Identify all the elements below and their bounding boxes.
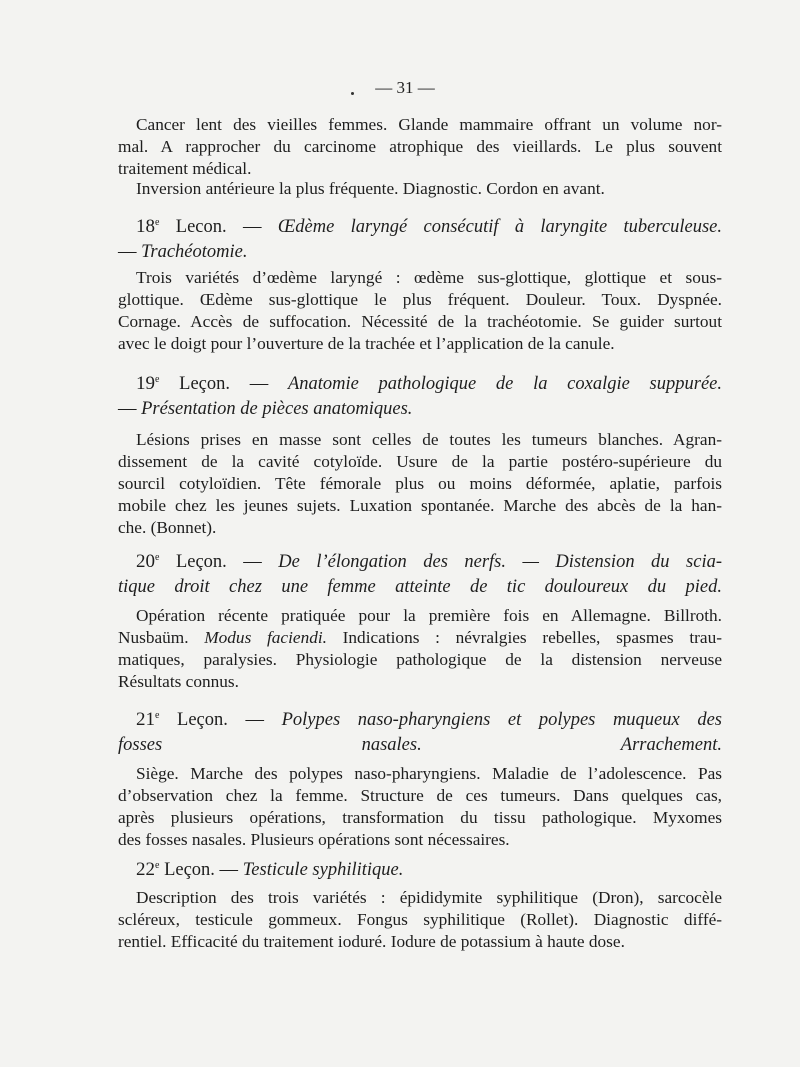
text-line	[118, 114, 722, 136]
paragraph	[118, 429, 722, 539]
text-line	[118, 649, 722, 671]
text-segment: sourcil cotyloïdien. Tête fémorale plus ou moins déformée, aplatie, parfois	[118, 474, 722, 493]
text-line	[118, 785, 722, 807]
text-line	[118, 178, 722, 200]
text-line	[118, 451, 722, 473]
text-line	[118, 372, 722, 397]
lesson-heading	[118, 550, 722, 599]
italic-text: Œdème laryngé consécutif à laryngite tuberculeuse.	[277, 217, 722, 237]
text-line	[118, 708, 722, 733]
text-line	[118, 311, 722, 333]
text-segment: Lésions prises en masse sont celles de toutes les tumeurs blanches. Agran-	[136, 430, 722, 449]
italic-text: Modus faciendi.	[204, 628, 327, 647]
text-line	[118, 333, 722, 355]
text-segment: matiques, paralysies. Physiologie pathologique de la distension nerveuse	[118, 650, 722, 669]
text-line	[118, 215, 722, 240]
text-segment: Cornage. Accès de suffocation. Nécessité de la trachéotomie. Se guider surtout	[118, 312, 722, 331]
text-segment: Siège. Marche des polypes naso-pharyngiens. Maladie de l’adolescence. Pas	[136, 764, 722, 783]
text-segment: Leçon. —	[159, 374, 288, 394]
italic-text: fosses nasales. Arrachement.	[118, 734, 722, 755]
text-line	[118, 733, 722, 758]
text-line	[118, 550, 722, 575]
text-segment: 21	[136, 709, 155, 730]
text-segment: Inversion antérieure la plus fréquente. Diagnostic. Cordon en avant.	[136, 179, 605, 198]
italic-text: Polypes naso-pharyngiens et polypes muqueux des	[281, 710, 722, 730]
lesson-heading	[118, 372, 722, 421]
page-number: — 31 —	[375, 78, 435, 97]
text-segment: Trois variétés d’œdème laryngé : œdème sus-glottique, glottique et sous-	[136, 268, 722, 287]
text-segment: 20	[136, 551, 155, 572]
text-segment: des fosses nasales. Plusieurs opérations sont nécessaires.	[118, 830, 510, 849]
ordinal-superscript: e	[155, 374, 160, 385]
text-segment: Lecon. —	[159, 217, 278, 237]
ordinal-superscript: e	[155, 217, 160, 228]
italic-text: Présentation de pièces anatomiques.	[141, 398, 413, 419]
text-segment: glottique. Œdème sus-glottique le plus fréquent. Douleur. Toux. Dyspnée.	[118, 290, 722, 309]
text-line	[118, 240, 722, 265]
text-segment: 19	[136, 373, 155, 394]
text-line	[118, 473, 722, 495]
text-line	[118, 909, 722, 931]
text-segment: Leçon. —	[159, 552, 279, 572]
italic-text: De l’élongation des nerfs. — Distension du scia-	[278, 552, 722, 572]
lesson-heading	[118, 708, 722, 757]
text-segment: mal. A rapprocher du carcinome atrophique des vieillards. Le plus souvent	[118, 137, 722, 156]
text-segment: d’observation chez la femme. Structure de ces tumeurs. Dans quelques cas,	[118, 786, 722, 805]
text-segment: après plusieurs opérations, transformation du tissu pathologique. Myxomes	[118, 808, 722, 827]
text-line	[118, 575, 722, 600]
text-line	[118, 829, 722, 851]
text-line	[118, 517, 722, 539]
text-line	[118, 858, 722, 883]
text-segment: Leçon. —	[159, 860, 243, 880]
text-segment: 22	[136, 859, 155, 880]
italic-text: Anatomie pathologique de la coxalgie suppurée.	[287, 374, 722, 394]
text-segment: —	[118, 398, 142, 419]
text-line	[118, 671, 722, 693]
text-segment: che. (Bonnet).	[118, 518, 217, 537]
paragraph	[118, 763, 722, 851]
text-line	[118, 931, 722, 953]
ordinal-superscript: e	[155, 552, 160, 563]
text-line	[118, 289, 722, 311]
lesson-heading	[118, 215, 722, 264]
italic-text: Trachéotomie.	[141, 241, 248, 262]
text-line	[118, 605, 722, 627]
text-line	[118, 158, 722, 180]
text-line	[118, 397, 722, 422]
text-segment: 18	[136, 216, 155, 237]
italic-text: Testicule syphilitique.	[242, 860, 404, 880]
text-segment: Résultats connus.	[118, 672, 239, 691]
text-segment: mobile chez les jeunes sujets. Luxation spontanée. Marche des abcès de la han-	[118, 496, 722, 515]
text-line	[118, 136, 722, 158]
text-segment: avec le doigt pour l’ouverture de la trachée et l’application de la canule.	[118, 334, 615, 353]
text-segment: Indications : névralgies rebelles, spasmes trau-	[326, 628, 722, 647]
text-line	[118, 887, 722, 909]
paragraph	[118, 178, 722, 200]
text-line	[118, 627, 722, 649]
text-segment: rentiel. Efficacité du traitement ioduré. Iodure de potassium à haute dose.	[118, 932, 625, 951]
ordinal-superscript: e	[155, 710, 160, 721]
text-segment: —	[118, 241, 142, 262]
paragraph	[118, 887, 722, 953]
text-segment: Description des trois variétés : épididymite syphilitique (Dron), sarcocèle	[136, 888, 722, 907]
text-segment: scléreux, testicule gommeux. Fongus syphilitique (Rollet). Diagnostic diffé-	[118, 910, 722, 929]
paragraph	[118, 114, 722, 180]
text-line	[118, 495, 722, 517]
italic-text: tique droit chez une femme atteinte de tic douloureux du pied.	[118, 576, 722, 597]
lesson-heading	[118, 858, 722, 883]
ink-speck	[351, 92, 354, 95]
text-line	[118, 267, 722, 289]
paragraph	[118, 267, 722, 355]
text-segment: Cancer lent des vieilles femmes. Glande mammaire offrant un volume nor-	[136, 115, 722, 134]
text-segment: traitement médical.	[118, 159, 252, 178]
paragraph	[118, 605, 722, 693]
text-line	[118, 807, 722, 829]
text-line	[118, 763, 722, 785]
text-segment: Nusbaüm.	[118, 628, 205, 647]
text-segment: Opération récente pratiquée pour la première fois en Allemagne. Billroth.	[136, 606, 722, 625]
text-segment: Leçon. —	[159, 710, 282, 730]
ordinal-superscript: e	[155, 860, 160, 871]
text-line	[118, 429, 722, 451]
text-segment: dissement de la cavité cotyloïde. Usure de la partie postéro-supérieure du	[118, 452, 722, 471]
